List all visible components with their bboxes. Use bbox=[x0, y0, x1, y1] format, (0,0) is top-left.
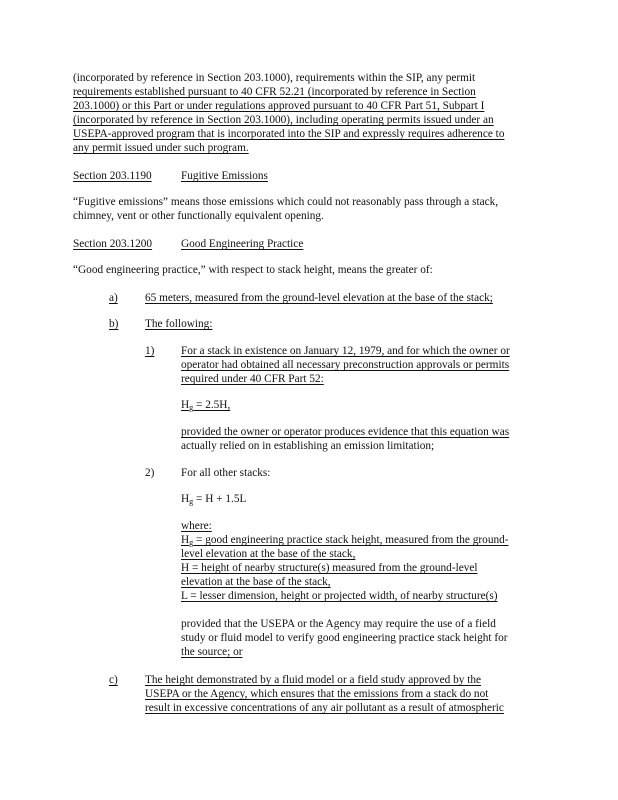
item-b2-equation bbox=[181, 493, 246, 508]
intro-line-4: (incorporated by reference in Section 203.1000), including operating permits issued under an bbox=[73, 114, 494, 126]
item-a-marker: a) bbox=[109, 292, 118, 304]
item-b2-def1-rhs: = good engineering practice stack height, measured from the ground- bbox=[193, 534, 509, 546]
item-b2-def2-line-1: H = height of nearby structure(s) measured from the ground-level bbox=[181, 562, 478, 574]
item-b1-line-1: For a stack in existence on January 12, 1979, and for which the owner or bbox=[181, 345, 510, 357]
item-a-text: 65 meters, measured from the ground-level elevation at the base of the stack; bbox=[145, 292, 493, 304]
section-1200-intro: “Good engineering practice,” with respect to stack height, means the greater of: bbox=[73, 264, 433, 276]
item-b2-def1-line-2: level elevation at the base of the stack, bbox=[181, 548, 356, 560]
item-b2-text: For all other stacks: bbox=[181, 467, 271, 479]
item-b1-line-3: required under 40 CFR Part 52: bbox=[181, 373, 324, 385]
section-1190-title: Fugitive Emissions bbox=[181, 170, 268, 182]
item-b2-def2-line-2: elevation at the base of the stack, bbox=[181, 576, 331, 588]
item-b1-proviso-1: provided the owner or operator produces evidence that this equation was bbox=[181, 426, 510, 438]
item-b2-eq-sub: g bbox=[189, 497, 194, 506]
intro-line-3: 203.1000) or this Part or under regulations approved pursuant to 40 CFR Part 51, Subpart I bbox=[73, 100, 485, 112]
item-b-marker: b) bbox=[109, 318, 119, 330]
item-b-text: The following: bbox=[145, 318, 213, 330]
item-c-line-3: result in excessive concentrations of any air pollutant as a result of atmospheric bbox=[145, 702, 504, 714]
item-b2-marker: 2) bbox=[145, 467, 155, 479]
item-b2-eq-rhs: = H + 1.5L bbox=[193, 493, 247, 505]
item-b1-equation bbox=[181, 399, 230, 414]
item-c-marker: c) bbox=[109, 674, 118, 686]
item-b1-eq-sub: g bbox=[189, 403, 194, 412]
item-b1-line-2: operator had obtained all necessary preconstruction approvals or permits bbox=[181, 359, 510, 371]
item-b2-proviso-1: provided that the USEPA or the Agency may require the use of a field bbox=[181, 618, 496, 630]
section-1190-def-line-2: chimney, vent or other functionally equivalent opening. bbox=[73, 210, 324, 222]
intro-line-5: USEPA-approved program that is incorporated into the SIP and expressly requires adherence to bbox=[73, 128, 505, 140]
intro-line-1: (incorporated by reference in Section 203.1000), requirements within the SIP, any permit bbox=[73, 72, 476, 84]
section-1190-number: Section 203.1190 bbox=[73, 170, 152, 182]
item-b2-def1-sub: g bbox=[189, 538, 194, 547]
item-c-line-2: USEPA or the Agency, which ensures that the emissions from a stack do not bbox=[145, 688, 489, 700]
item-b2-eq-lhs: H bbox=[181, 493, 190, 505]
item-b2-where: where: bbox=[181, 520, 212, 532]
item-c-line-1: The height demonstrated by a fluid model or a field study approved by the bbox=[145, 674, 481, 686]
item-b2-def1-line-1 bbox=[181, 534, 509, 549]
item-b1-eq-rhs: = 2.5H, bbox=[193, 399, 231, 411]
item-b2-proviso-2: study or fluid model to verify good engineering practice stack height for bbox=[181, 632, 508, 644]
item-b1-eq-lhs: H bbox=[181, 399, 190, 411]
intro-line-6: any permit issued under such program. bbox=[73, 142, 249, 154]
section-1200-number: Section 203.1200 bbox=[73, 238, 153, 250]
item-b1-proviso-2: actually relied on in establishing an emission limitation; bbox=[181, 440, 435, 452]
item-b2-def1-lhs: H bbox=[181, 534, 190, 546]
item-b1-marker: 1) bbox=[145, 345, 155, 357]
item-b2-proviso-3: the source; or bbox=[181, 646, 243, 658]
section-1190-def-line-1: “Fugitive emissions” means those emissions which could not reasonably pass through a stack, bbox=[73, 196, 499, 208]
intro-line-2: requirements established pursuant to 40 CFR 52.21 (incorporated by reference in Section bbox=[73, 86, 476, 98]
section-1200-title: Good Engineering Practice bbox=[181, 238, 304, 250]
item-b2-def3: L = lesser dimension, height or projected width, of nearby structure(s) bbox=[181, 590, 498, 602]
